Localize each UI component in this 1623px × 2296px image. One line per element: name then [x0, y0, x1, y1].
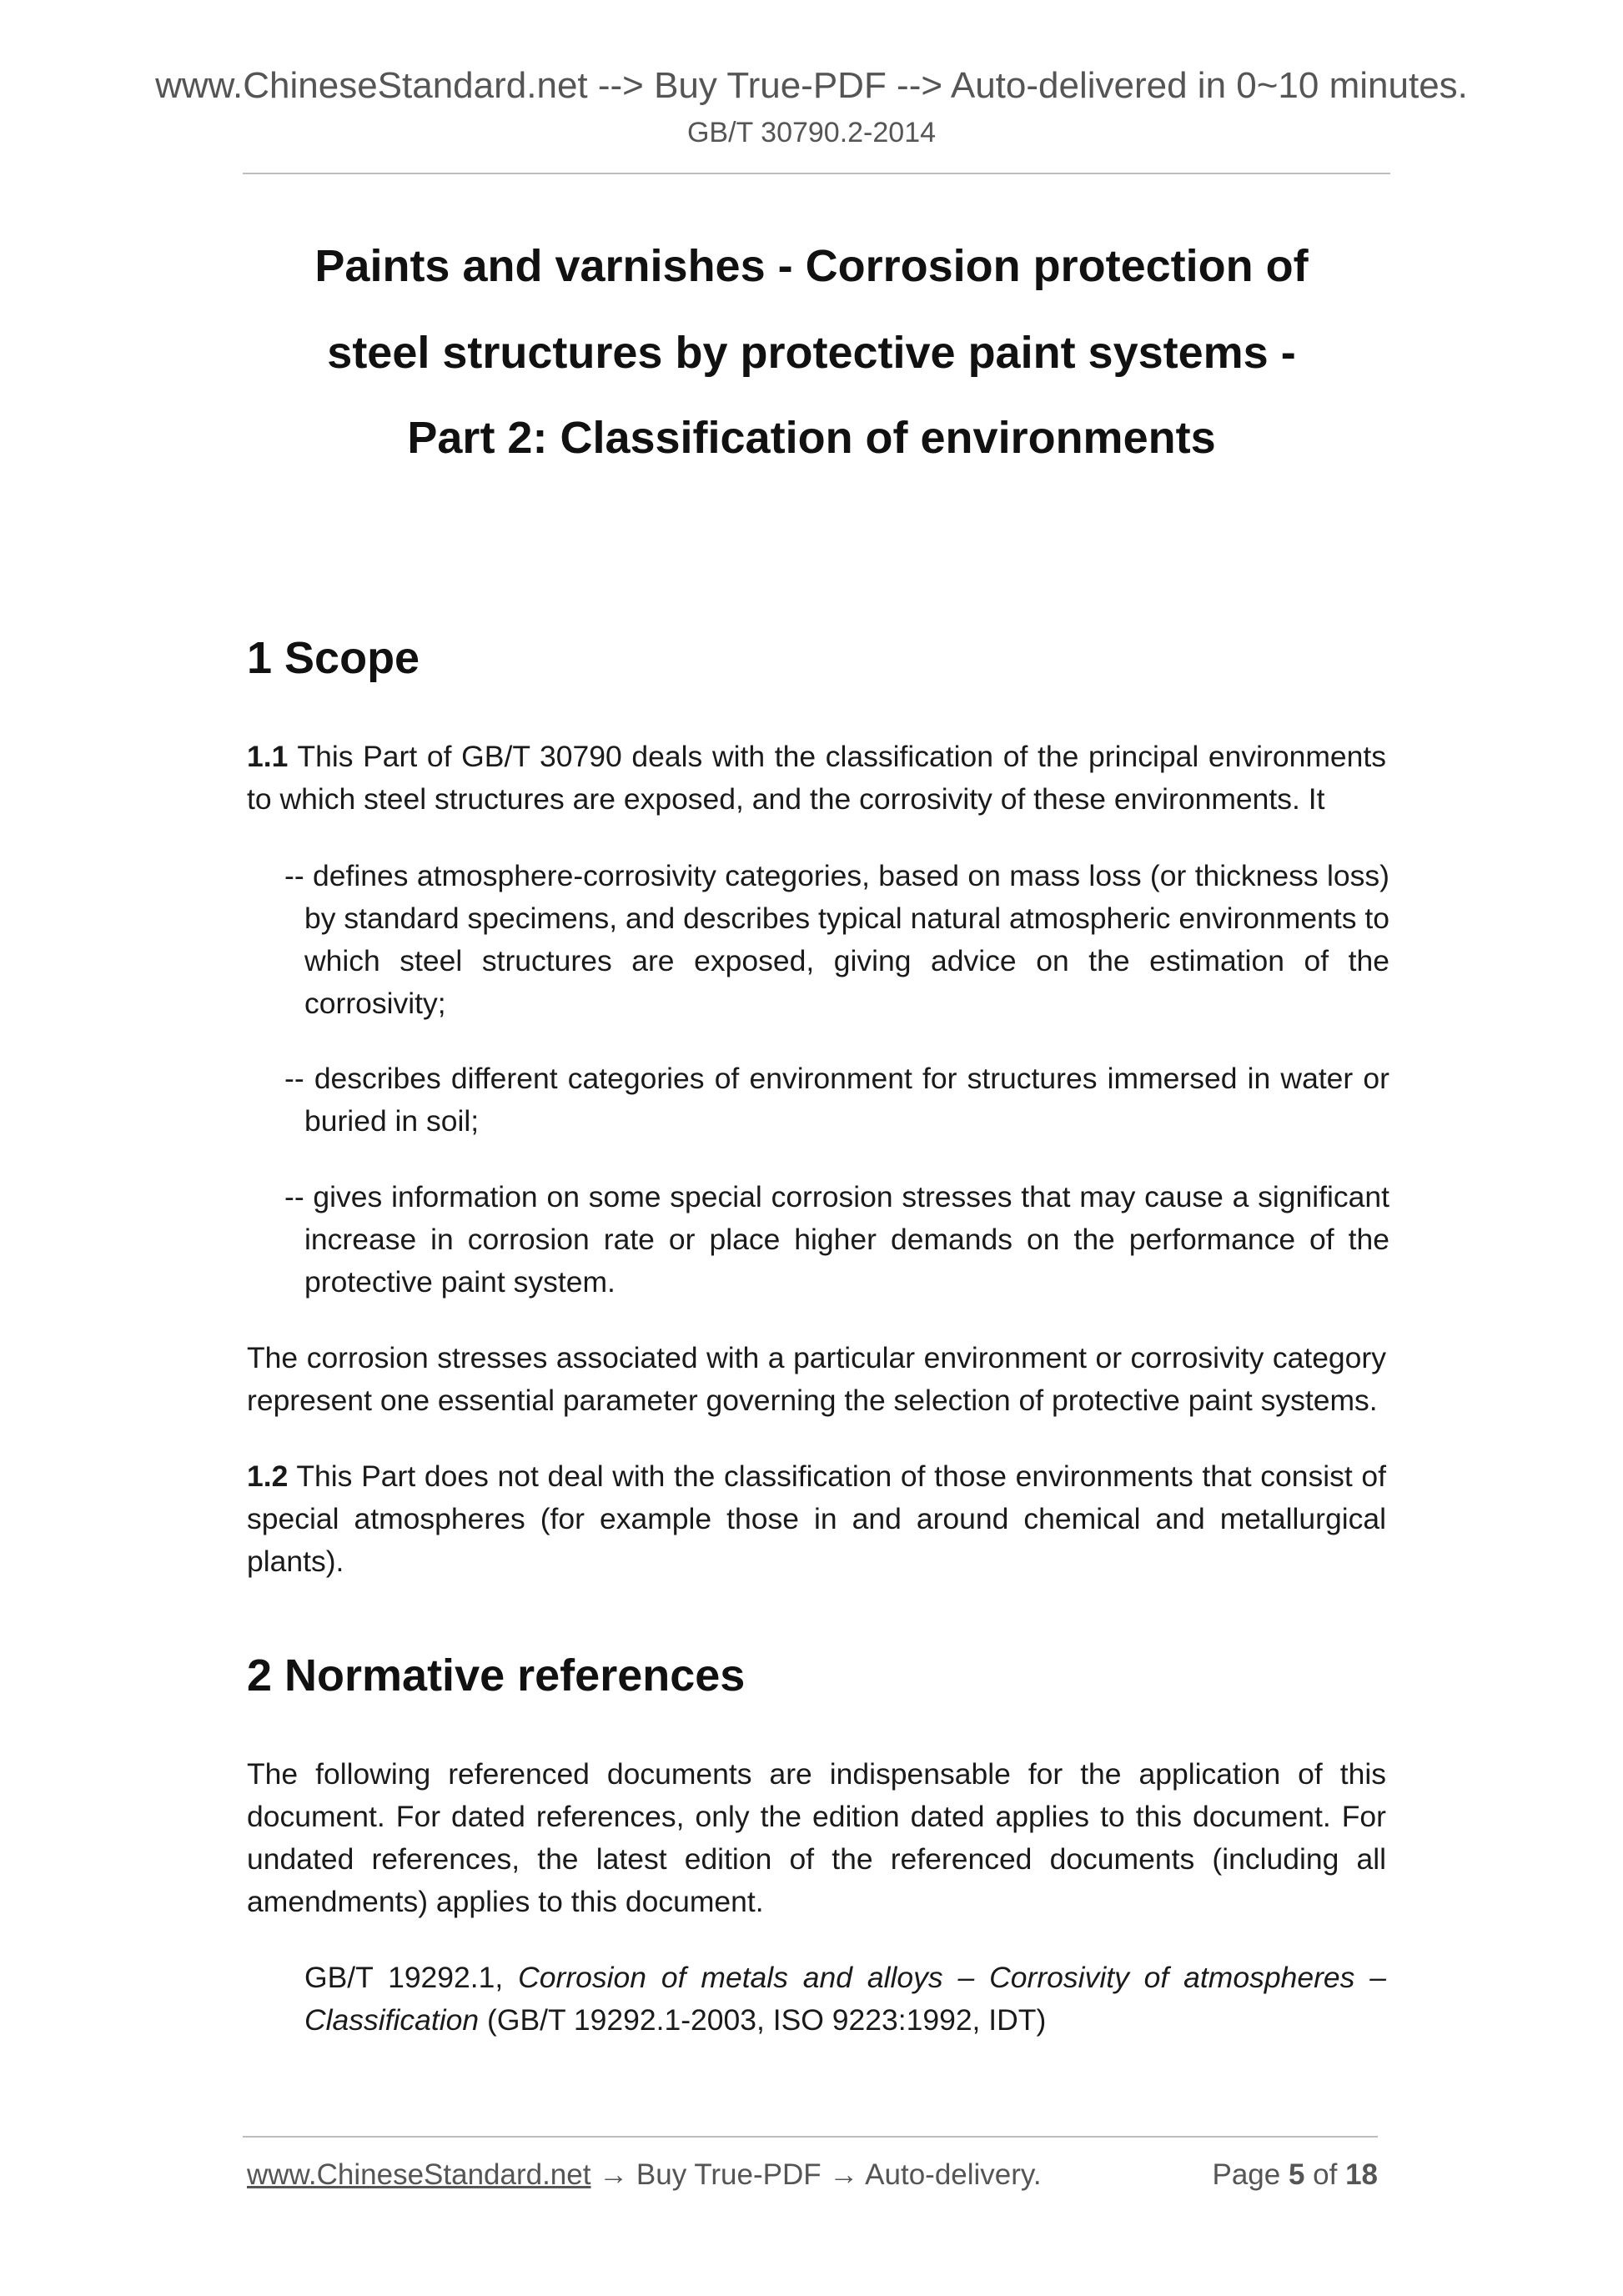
footer	[247, 2158, 1378, 2192]
of-label: of	[1304, 2158, 1346, 2191]
footer-website-link[interactable]: www.ChineseStandard.net	[247, 2158, 591, 2191]
footer-divider	[243, 2136, 1378, 2138]
header-banner: www.ChineseStandard.net --> Buy True-PDF --> Auto-delivered in 0~10 minutes.	[155, 65, 1468, 106]
clause-1-1	[247, 736, 1386, 821]
clause-text: This Part of GB/T 30790 deals with the classification of the principal environments to which steel structures are exposed, and the corrosivity of these environments. It	[247, 740, 1386, 816]
paragraph-corrosion-stresses: The corrosion stresses associated with a particular environment or corrosivity category represent one essential parameter governing the selection of protective paint systems.	[247, 1341, 1386, 1417]
clause-number: 1.2	[247, 1459, 289, 1493]
clause-text: This Part does not deal with the classification of those environments that consist of special atmospheres (for example those in and around chemical and metallurgical plants).	[247, 1459, 1386, 1578]
page-label: Page	[1212, 2158, 1289, 2191]
list-item	[284, 855, 1389, 1025]
list-item	[284, 1176, 1389, 1304]
reference-title: Corrosion of metals and alloys – Corrosivity of atmospheres – Classification	[304, 1961, 1386, 2037]
header-divider	[243, 173, 1390, 174]
list-item-text: -- gives information on some special corrosion stresses that may cause a significant increase in corrosion rate or place higher demands on the performance of the protective paint system.	[284, 1180, 1389, 1299]
page-total: 18	[1345, 2158, 1378, 2191]
paragraph-references-intro: The following referenced documents are indispensable for the application of this document. For dated references, only the edition dated applies to this document. For undated references, the latest edition of the referenced documents (including all amendments) applies to this document.	[247, 1757, 1386, 1918]
document-title-line-1: Paints and varnishes - Corrosion protection of	[314, 241, 1309, 291]
section-heading-normative-references: 2 Normative references	[247, 1650, 746, 1701]
reference-edition: (GB/T 19292.1-2003, ISO 9223:1992, IDT)	[479, 2003, 1047, 2037]
list-item-text: -- defines atmosphere-corrosivity categories, based on mass loss (or thickness loss) by standard specimens, and describes typical natural atmospheric environments to which steel structures are exposed, giving advice on the estimation of the corrosivity;	[284, 859, 1389, 1020]
list-item-text: -- describes different categories of environment for structures immersed in water or buried in soil;	[284, 1062, 1389, 1138]
clause-1-2	[247, 1455, 1386, 1583]
reference-entry	[304, 1957, 1386, 2042]
footer-text: → Buy True-PDF → Auto-delivery.	[590, 2158, 1042, 2191]
list-item	[284, 1058, 1389, 1143]
clause-number: 1.1	[247, 740, 289, 773]
header-standard-code: GB/T 30790.2-2014	[686, 117, 937, 148]
document-title-line-3: Part 2: Classification of environments	[407, 413, 1216, 463]
page-number: 5	[1288, 2158, 1305, 2191]
page-indicator	[1212, 2158, 1378, 2192]
section-heading-scope: 1 Scope	[247, 633, 420, 683]
reference-code: GB/T 19292.1,	[304, 1961, 519, 1994]
document-title-line-2: steel structures by protective paint systems -	[327, 328, 1296, 378]
